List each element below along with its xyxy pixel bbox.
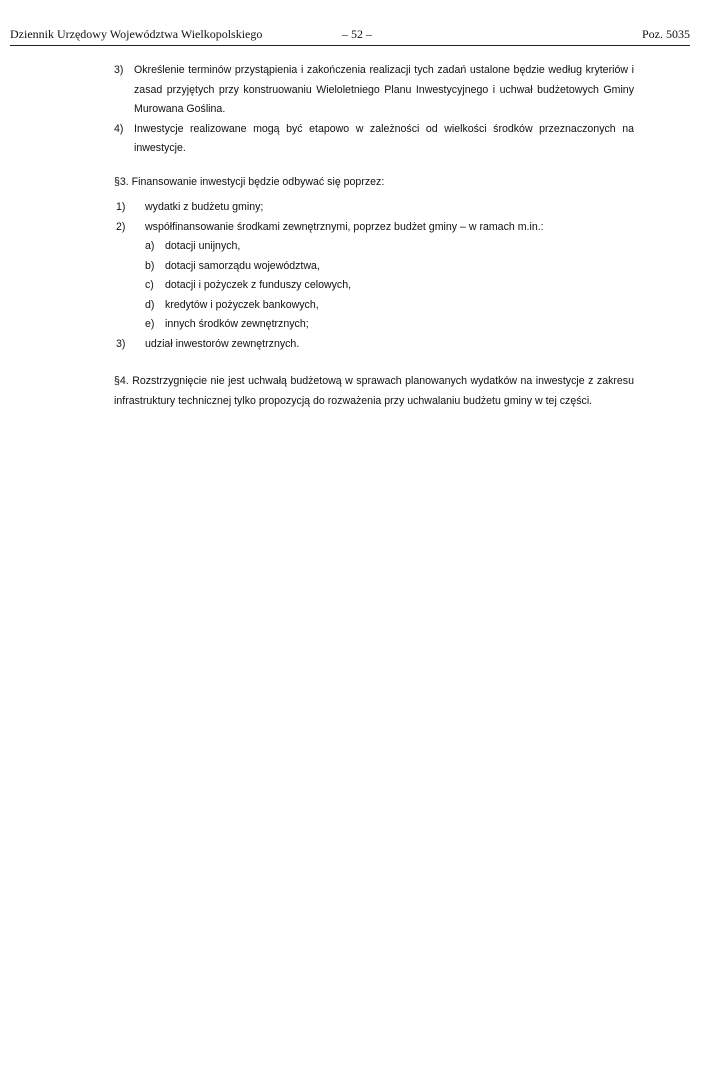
item-letter: b) xyxy=(145,259,155,272)
document-body xyxy=(114,61,634,411)
item-text: współfinansowanie środkami zewnętrznymi, poprzez budżet gminy – w ramach m.in.: xyxy=(145,220,544,233)
list-item xyxy=(114,120,634,159)
list-item xyxy=(116,315,634,335)
item-text: dotacji samorządu województwa, xyxy=(165,259,320,272)
item-number: 2) xyxy=(116,220,126,233)
list-item xyxy=(116,335,634,355)
item-number: 4) xyxy=(114,122,124,135)
item-letter: a) xyxy=(145,240,155,252)
item-letter: e) xyxy=(145,318,155,330)
list-item xyxy=(114,61,634,120)
list-item xyxy=(116,237,634,257)
item-number: 3) xyxy=(116,337,126,350)
item-text: kredytów i pożyczek bankowych, xyxy=(165,298,319,311)
item-number: 1) xyxy=(116,201,126,213)
list-item xyxy=(116,276,634,296)
item-text: udział inwestorów zewnętrznych. xyxy=(145,337,300,350)
list-item xyxy=(116,218,634,238)
page-header xyxy=(10,27,690,46)
spacer xyxy=(114,159,634,173)
page-number: – 52 – xyxy=(342,27,372,41)
spacer xyxy=(114,354,634,372)
item-text: innych środków zewnętrznych; xyxy=(165,318,309,330)
item-text: wydatki z budżetu gminy; xyxy=(145,201,264,213)
list-item xyxy=(116,198,634,218)
position-number: Poz. 5035 xyxy=(642,27,690,41)
section-4-text: §4. Rozstrzygnięcie nie jest uchwałą budżetową w sprawach planowanych wydatków na inwestycje z zakresu infrastruktury technicznej tylko propozycją do rozważenia przy uchwalaniu budżetu gminy w tej części. xyxy=(114,375,634,407)
list-item xyxy=(116,296,634,316)
item-text: dotacji unijnych, xyxy=(165,240,241,252)
item-text: Inwestycje realizowane mogą być etapowo w zależności od wielkości środków przeznaczonych na inwestycje. xyxy=(134,122,634,154)
item-text: dotacji i pożyczek z funduszy celowych, xyxy=(165,279,352,291)
section-3-list xyxy=(114,198,634,354)
section-3-intro: §3. Finansowanie inwestycji będzie odbywać się poprzez: xyxy=(114,175,385,188)
item-number: 3) xyxy=(114,64,124,76)
list-item xyxy=(116,257,634,277)
item-letter: c) xyxy=(145,279,154,291)
section-3-sublist xyxy=(116,237,634,335)
item-text: Określenie terminów przystąpienia i zakończenia realizacji tych zadań ustalone będzie według kryteriów i zasad przyjętych przy konstruowaniu Wieloletniego Planu Inwestycyjnego i uchwał budżetowych Gminy Murowana Goślina. xyxy=(134,64,634,115)
item-letter: d) xyxy=(145,298,155,311)
journal-title: Dziennik Urzędowy Województwa Wielkopolskiego xyxy=(10,27,263,41)
